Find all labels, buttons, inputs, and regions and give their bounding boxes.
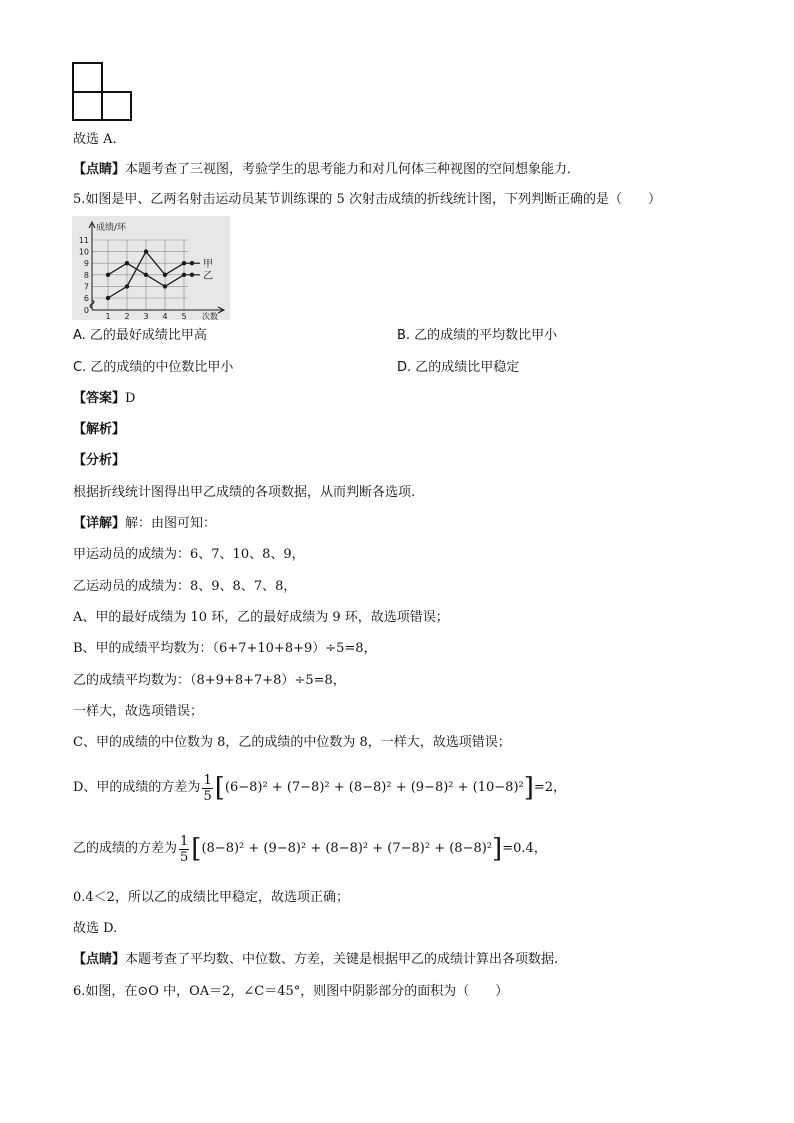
bracket-open: [ bbox=[191, 834, 202, 864]
data-point bbox=[163, 273, 167, 277]
analysis-tag: 【解析】 bbox=[73, 422, 126, 437]
y-tick-label: 8 bbox=[83, 270, 89, 280]
y-tick-label: 9 bbox=[83, 259, 89, 269]
y-tick-label: 6 bbox=[83, 294, 89, 303]
comment-1 bbox=[73, 161, 580, 179]
fenxi-text: 根据折线统计图得出甲乙成绩的各项数据，从而判断各选项. bbox=[73, 485, 416, 500]
legend-label-0: 甲 bbox=[203, 259, 213, 271]
x-tick-label: 2 bbox=[124, 312, 130, 320]
bracket-close: ] bbox=[492, 834, 503, 864]
fenxi-tag: 【分析】 bbox=[73, 453, 126, 468]
legend-marker-0 bbox=[190, 261, 194, 265]
option-d: D. 乙的成绩比甲稳定 bbox=[397, 360, 520, 375]
view-box-bottom-left bbox=[72, 91, 103, 121]
question-6-stem: 6.如图，在⊙O 中，OA＝2，∠C＝45°，则图中阴影部分的面积为（ ） bbox=[73, 984, 509, 999]
data-point bbox=[125, 261, 129, 265]
line-c: C、甲的成绩的中位数为 8，乙的成绩的中位数为 8，一样大，故选项错误； bbox=[73, 735, 511, 750]
line-d-prefix: D、甲的成绩的方差为 bbox=[73, 780, 201, 795]
x-tick-label: 4 bbox=[162, 312, 168, 320]
answer-line bbox=[73, 390, 135, 408]
fraction-denominator: 5 bbox=[180, 849, 189, 865]
bracket-close: ] bbox=[523, 773, 534, 803]
choose-d-line: 故选 D. bbox=[73, 921, 118, 936]
line-b3: 一样大，故选项错误； bbox=[73, 704, 204, 719]
comment-1-text: 本题考查了三视图，考验学生的思考能力和对几何体三种视图的空间想象能力． bbox=[125, 162, 581, 177]
bracket-open: [ bbox=[214, 773, 225, 803]
x-tick-label: 5 bbox=[181, 312, 187, 320]
data-point bbox=[144, 249, 148, 253]
score-line-chart bbox=[72, 216, 230, 320]
x-tick-label: 3 bbox=[143, 312, 149, 320]
conclusion-line: 0.4＜2，所以乙的成绩比甲稳定，故选项正确； bbox=[73, 890, 349, 905]
fraction-numerator: 1 bbox=[203, 772, 212, 788]
yi-variance bbox=[73, 830, 547, 869]
question-5-stem: 5.如图是甲、乙两名射击运动员某节训练课的 5 次射击成绩的折线统计图，下列判断正确的是（ ） bbox=[73, 192, 661, 207]
data-point bbox=[106, 296, 110, 300]
option-b: B. 乙的成绩的平均数比甲小 bbox=[397, 328, 558, 343]
line-b1: B、甲的成绩平均数为：（6+7+10+8+9）÷5=8， bbox=[73, 641, 377, 656]
data-point bbox=[163, 284, 167, 288]
jia-scores: 甲运动员的成绩为：6、7、10、8、9， bbox=[73, 547, 305, 562]
fraction-one-fifth bbox=[179, 834, 189, 865]
comment-2 bbox=[73, 951, 558, 969]
answer-tag: 【答案】 bbox=[73, 391, 126, 406]
legend-marker-1 bbox=[190, 273, 194, 277]
fraction-numerator: 1 bbox=[180, 833, 189, 849]
yi-variance-prefix: 乙的成绩的方差为 bbox=[73, 841, 178, 856]
data-point bbox=[125, 284, 129, 288]
option-c: C. 乙的成绩的中位数比甲小 bbox=[73, 360, 234, 375]
y-tick-label: 11 bbox=[78, 236, 89, 245]
fraction-one-fifth bbox=[202, 773, 212, 804]
line-d-expression: (6−8)² + (7−8)² + (8−8)² + (9−8)² + (10−8)² bbox=[224, 780, 524, 795]
view-box-bottom-right bbox=[101, 91, 132, 121]
y-tick-label: 10 bbox=[78, 247, 89, 257]
line-b2: 乙的成绩平均数为：（8+9+8+7+8）÷5=8， bbox=[73, 673, 346, 688]
comment-2-text: 本题考查了平均数、中位数、方差，关键是根据甲乙的成绩计算出各项数据. bbox=[125, 952, 559, 967]
line-d-variance bbox=[73, 769, 566, 808]
comment-2-tag: 【点睛】 bbox=[73, 952, 126, 967]
yi-scores: 乙运动员的成绩为：8、9、8、7、8， bbox=[73, 579, 297, 594]
detail-text: 解：由图可知： bbox=[125, 516, 217, 531]
y-axis-label: 成绩/环 bbox=[96, 223, 127, 233]
data-point bbox=[106, 273, 110, 277]
answer-text: D bbox=[125, 391, 136, 406]
option-a: A. 乙的最好成绩比甲高 bbox=[73, 328, 207, 343]
line-d-result: =2， bbox=[533, 780, 567, 795]
x-axis-label: 次数 bbox=[202, 312, 218, 320]
detail-line bbox=[73, 515, 216, 533]
yi-variance-expression: (8−8)² + (9−8)² + (8−8)² + (7−8)² + (8−8)² bbox=[201, 841, 493, 856]
legend-label-1: 乙 bbox=[203, 270, 213, 282]
yi-variance-result: =0.4， bbox=[502, 841, 547, 856]
detail-tag: 【详解】 bbox=[73, 516, 126, 531]
line-a: A、甲的最好成绩为 10 环，乙的最好成绩为 9 环，故选项错误； bbox=[73, 610, 449, 625]
data-point bbox=[182, 261, 186, 265]
data-point bbox=[144, 273, 148, 277]
fraction-denominator: 5 bbox=[203, 788, 212, 804]
x-tick-label: 1 bbox=[105, 312, 111, 320]
choose-a-line: 故选 A. bbox=[73, 132, 117, 147]
comment-1-tag: 【点睛】 bbox=[73, 162, 126, 177]
y-tick-label: 7 bbox=[83, 282, 89, 292]
view-box-top bbox=[72, 62, 103, 93]
y-tick-label: 0 bbox=[83, 306, 89, 315]
